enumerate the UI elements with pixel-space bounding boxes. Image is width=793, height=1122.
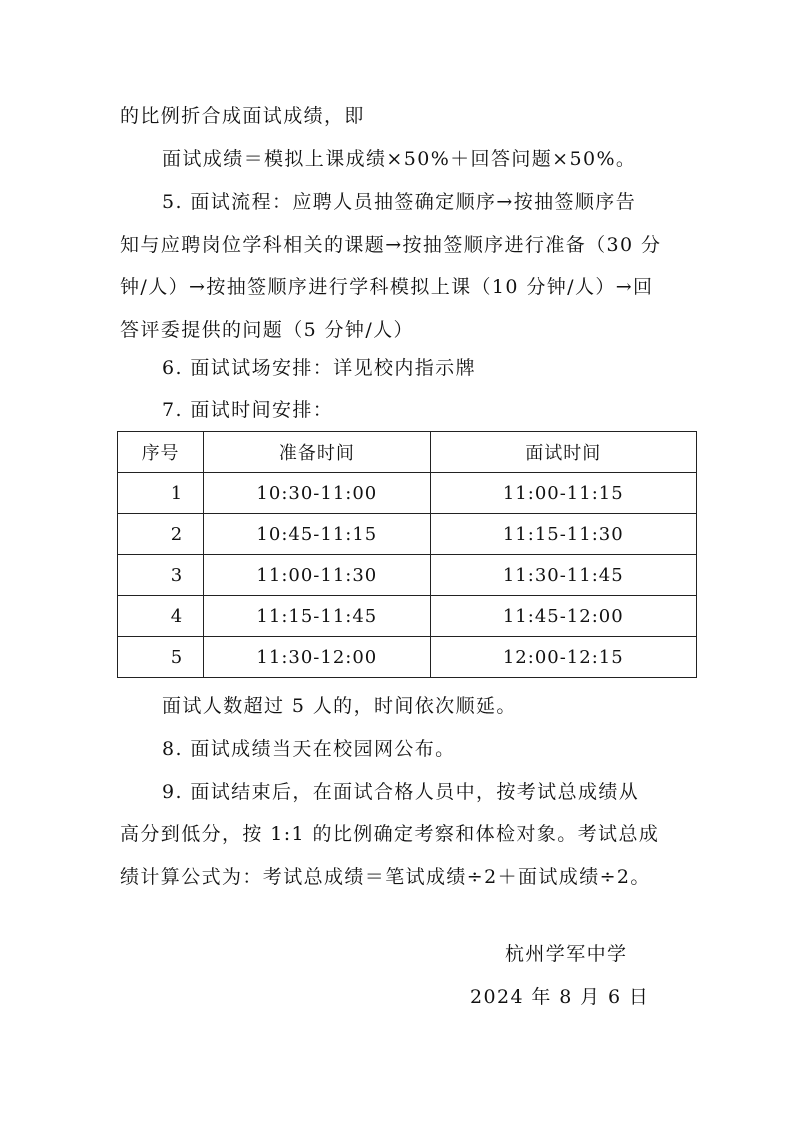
cell-interview-time: 11:00-11:15 — [430, 473, 696, 514]
table-row — [118, 514, 697, 555]
cell-seq: 3 — [118, 555, 204, 596]
cell-seq: 1 — [118, 473, 204, 514]
cell-interview-time: 11:15-11:30 — [430, 514, 696, 555]
cell-prep-time: 11:30-12:00 — [204, 637, 430, 678]
cell-seq: 5 — [118, 637, 204, 678]
formula-line: 面试成绩＝模拟上课成绩×50%＋回答问题×50%。 — [162, 148, 637, 170]
paragraph-line: 7. 面试时间安排： — [162, 399, 334, 421]
paragraph-line: 钟/人）→按抽签顺序进行学科模拟上课（10 分钟/人）→回 — [120, 276, 654, 298]
table-row — [118, 473, 697, 514]
header-cell-seq: 序号 — [118, 432, 204, 473]
header-cell-interview-time: 面试时间 — [430, 432, 696, 473]
cell-interview-time: 12:00-12:15 — [430, 637, 696, 678]
paragraph-line: 5. 面试流程：应聘人员抽签确定顺序→按抽签顺序告 — [162, 191, 637, 213]
header-cell-prep-time: 准备时间 — [204, 432, 430, 473]
cell-prep-time: 11:00-11:30 — [204, 555, 430, 596]
cell-seq: 4 — [118, 596, 204, 637]
signature-date: 2024 年 8 月 6 日 — [470, 986, 650, 1008]
interview-schedule-table — [117, 431, 697, 678]
cell-seq: 2 — [118, 514, 204, 555]
cell-interview-time: 11:30-11:45 — [430, 555, 696, 596]
cell-prep-time: 11:15-11:45 — [204, 596, 430, 637]
paragraph-line: 高分到低分，按 1:1 的比例确定考察和体检对象。考试总成 — [120, 823, 660, 845]
table-row — [118, 555, 697, 596]
paragraph-line: 9. 面试结束后，在面试合格人员中，按考试总成绩从 — [162, 781, 640, 803]
cell-interview-time: 11:45-12:00 — [430, 596, 696, 637]
paragraph-line: 绩计算公式为：考试总成绩＝笔试成绩÷2＋面试成绩÷2。 — [120, 866, 651, 888]
table-row — [118, 596, 697, 637]
table-row — [118, 637, 697, 678]
paragraph-line: 8. 面试成绩当天在校园网公布。 — [162, 738, 456, 760]
paragraph-line: 的比例折合成面试成绩，即 — [120, 105, 365, 127]
paragraph-line: 知与应聘岗位学科相关的课题→按抽签顺序进行准备（30 分 — [120, 234, 662, 256]
signature-org: 杭州学军中学 — [505, 943, 628, 965]
cell-prep-time: 10:45-11:15 — [204, 514, 430, 555]
paragraph-line: 面试人数超过 5 人的，时间依次顺延。 — [162, 695, 517, 717]
paragraph-line: 答评委提供的问题（5 分钟/人） — [120, 319, 414, 341]
table-header-row — [118, 432, 697, 473]
paragraph-line: 6. 面试试场安排：详见校内指示牌 — [162, 357, 476, 379]
cell-prep-time: 10:30-11:00 — [204, 473, 430, 514]
